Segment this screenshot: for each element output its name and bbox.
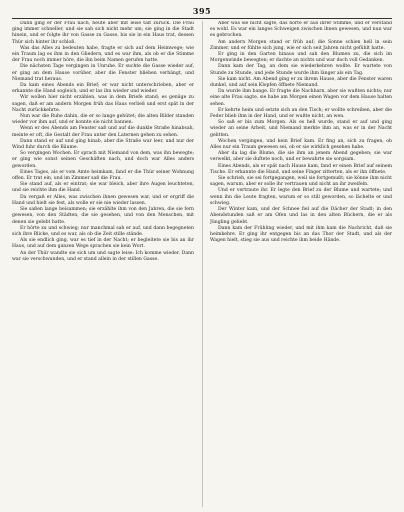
paragraph: Am andern Morgen stand er früh auf; die Sonne schien hell in sein Zimmer, und er fühlte sich jung, wie er sich seit Jahren nicht gefühlt hatte. (210, 39, 392, 51)
paragraph: An der Thür wandte sie sich um und sagte leise: Ich komme wieder. Dann war sie verschwunden, und er stand allein in der stillen Gasse. (12, 250, 194, 262)
paragraph: Die nächsten Tage vergingen in Unruhe. Er suchte die Gasse wieder auf, er ging an dem Hause vorüber, aber die Fenster blieben verhängt, und Niemand trat heraus. (12, 64, 194, 82)
column-divider (202, 21, 203, 507)
paragraph: Der Winter kam, und der Schnee fiel auf die Dächer der Stadt; in den Abendstunden saß er am Ofen und las in den alten Büchern, die er als Jüngling geliebt. (210, 207, 392, 225)
paragraph: Er hörte zu und schwieg; nur manchmal sah er auf, und dann begegneten sich ihre Blicke, und es war, als ob die Zeit stille stände. (12, 225, 194, 237)
paragraph: Eines Tages, als er vom Amte heimkam, fand er die Thür seiner Wohnung offen. Er trat ein, und im Zimmer saß die Frau. (12, 169, 194, 182)
paragraph: Nun war die Ruhe dahin, die er so lange gehütet; die alten Bilder standen wieder vor ihm auf, und er konnte sie nicht bannen. (12, 114, 194, 126)
paragraph: Da vergaß er Alles, was zwischen ihnen gewesen war, und er ergriff die Hand und hielt sie fest, als wolle er sie nie wieder lassen. (12, 194, 194, 206)
paragraph: Aber da lag die Blume, die sie ihm an jenem Abend gegeben; sie war verwelkt, aber sie duftete noch, und er bewahrte sie sorgsam. (210, 151, 392, 163)
right-column (210, 21, 392, 507)
paragraph: Sie stand auf, als er eintrat; sie war bleich, aber ihre Augen leuchteten, und sie reichte ihm die Hand. (12, 182, 194, 194)
paragraph: Wochen vergingen, und kein Brief kam. Er fing an, sich zu fragen, ob Alles nur ein Traum gewesen sei, ob er sie wirklich gesehen habe. (210, 138, 392, 151)
paragraph: Sie schrieb, sie sei fortgegangen, weil sie fortgemußt; sie könne ihm nicht sagen, warum, aber er solle ihr vertrauen und nicht an ihr zweifeln. (210, 176, 392, 188)
paragraph: Dann stand er auf und ging hinab, aber die Straße war leer, und nur der Wind fuhr durch die Bäume. (12, 138, 194, 151)
paragraph: Als sie endlich ging, war es tief in der Nacht; er begleitete sie bis an ihr Haus, und auf dem ganzen Wege sprachen sie kein Wort. (12, 238, 194, 250)
paragraph: Sie saßen lange beisammen; sie erzählte ihm von den Jahren, die sie fern gewesen, von den Städten, die sie gesehen, und von den Menschen, mit denen sie gelebt hatte. (12, 207, 194, 225)
paragraph: Wir wollen hier nicht erzählen, was in dem Briefe stand; es genüge zu sagen, daß er am andern Morgen früh das Haus verließ und erst spät in der Nacht zurückkehrte. (12, 95, 194, 113)
paragraph: Aber was sie nicht sagte, das hörte er aus ihrer Stimme, und er verstand es wohl. Es war ein langes Schweigen zwischen ihnen gewesen, und nun war es gebrochen. (210, 21, 392, 39)
paragraph: So saß er bis zum Morgen. Als es hell wurde, stand er auf und ging wieder an seine Arbeit, und Niemand merkte ihm an, was er in der Nacht gelitten. (210, 120, 392, 138)
paragraph: Was das Alles zu bedeuten habe, fragte er sich auf dem Heimwege; wie ein Traum lag es ihm in den Gliedern, und es war ihm, als ob er die Stimme der Frau noch immer höre, die ihn beim Namen gerufen hatte. (12, 45, 194, 64)
paragraph: Sie kam nicht. Am Abend ging er zu ihrem Hause, aber die Fenster waren dunkel, und auf sein Klopfen öffnete Niemand. (210, 76, 392, 89)
page-number: 395 (192, 6, 212, 16)
paragraph: Dann ging er der Frau nach, heute aber mit leise talt zurück. Die Frau ging immer schneller, und sie sah sich nicht mehr um; sie ging in die Stadt hinein, und er folgte ihr von Gasse zu Gasse, bis sie in ein Haus trat, dessen Thür sich hinter ihr schloß. (12, 21, 194, 45)
paragraph: Und er vertraute ihr. Er legte den Brief zu der Blume und wartete; und wenn ihn die Leute fragten, warum er so still geworden, so lächelte er und schwieg. (210, 188, 392, 206)
header-rule (12, 18, 392, 19)
paragraph: Da wurde ihm bange. Er fragte die Nachbarn, aber sie wußten nichts; nur eine alte Frau sagte, sie habe am Morgen einen Wagen vor dem Hause halten sehen. (210, 89, 392, 107)
paragraph: Dann kam der Tag, an dem sie wiederkehren wollte. Er wartete von Stunde zu Stunde, und jede Stunde wurde ihm länger als ein Tag. (210, 64, 392, 76)
paragraph: Da kam eines Abends ein Brief; er war nicht unterschrieben, aber er erkannte die Hand sogleich, und er las ihn wieder und wieder. (12, 83, 194, 95)
paragraph: Eines Abends, als er spät nach Hause kam, fand er einen Brief auf seinem Tische. Er erkannte die Hand, und seine Finger zitterten, als er ihn öffnete. (210, 163, 392, 175)
paragraph: Er ging in den Garten hinaus und sah den Blumen zu, die sich im Morgenwinde bewegten; er dachte an nichts und war doch voll Gedanken. (210, 52, 392, 64)
paragraph: Er kehrte heim und setzte sich an den Tisch; er wollte schreiben, aber die Feder blieb ihm in der Hand, und er wußte nicht, an wen. (210, 107, 392, 120)
paragraph: Wenn er des Abends am Fenster saß und auf die dunkle Straße hinabsah, meinte er oft, die Gestalt der Frau unter den Laternen gehen zu sehen. (12, 126, 194, 138)
paragraph: Dann kam der Frühling wieder, und mit ihm kam die Nachricht, daß sie heimkehre. Er ging ihr entgegen bis an das Thor der Stadt, und als der Wagen hielt, stieg sie aus und reichte ihm beide Hände. (210, 225, 392, 244)
left-column (12, 21, 194, 507)
paragraph: So vergingen Wochen. Er sprach mit Niemand von dem, was ihn bewegte; er ging wie sonst seinen Geschäften nach, und doch war Alles anders geworden. (12, 151, 194, 169)
